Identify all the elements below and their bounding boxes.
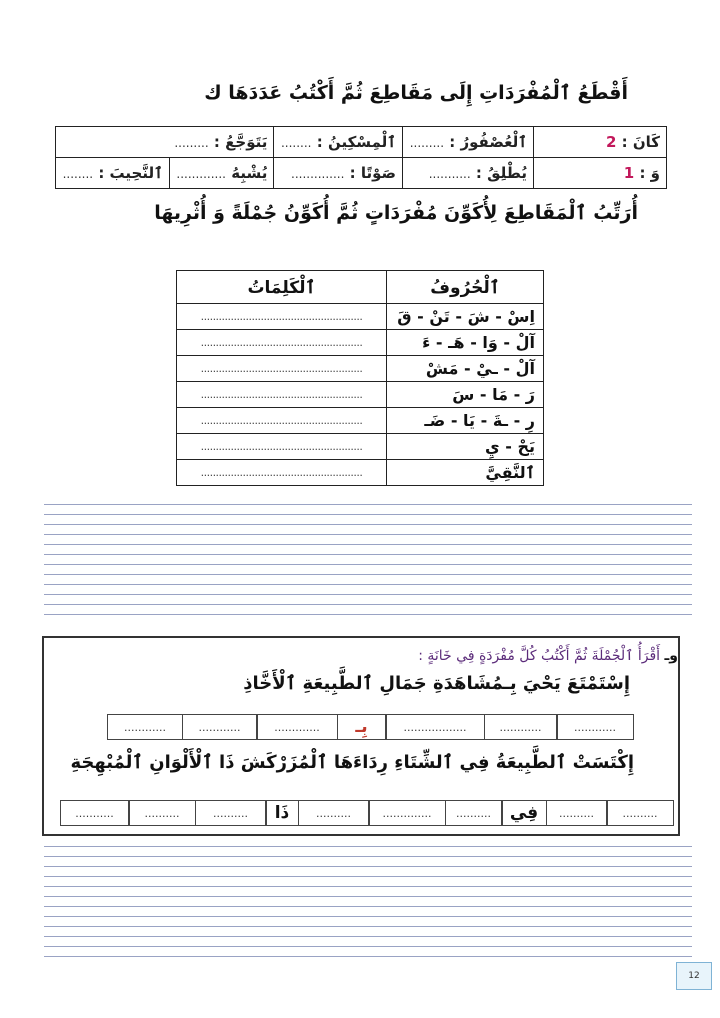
exercise3-title [418, 648, 678, 664]
word-cell[interactable]: .......... [445, 800, 503, 826]
letters-cell: رِ - ـةَ - يَا - ضَـ [387, 408, 544, 434]
sentence-1-cells [109, 714, 635, 740]
answer-blank[interactable]: ...................................................... [177, 330, 387, 356]
syllable-count-table [55, 126, 667, 189]
answer-blank[interactable]: ...................................................... [177, 382, 387, 408]
answer-blank[interactable]: ............. [176, 167, 226, 181]
table-row [177, 434, 544, 460]
answer-blank[interactable]: ......... [174, 136, 209, 150]
table-cell [403, 127, 534, 158]
word-cell[interactable]: ............ [182, 714, 258, 740]
sentence-2-cells [61, 800, 674, 826]
table-cell [169, 158, 273, 189]
word-cell[interactable]: .......... [606, 800, 674, 826]
table-row [177, 356, 544, 382]
word-cell[interactable]: .......... [128, 800, 196, 826]
table-row [56, 127, 667, 158]
word-cell[interactable]: ........... [60, 800, 130, 826]
answer-blank[interactable]: ...................................................... [177, 356, 387, 382]
word-cell[interactable]: .......... [195, 800, 267, 826]
answer-blank[interactable]: ........ [280, 136, 312, 150]
letters-cell: آلْ - ـيْ - مَشْ [387, 356, 544, 382]
table-row [177, 460, 544, 486]
word-cell[interactable]: فِي [501, 800, 547, 826]
word-cell[interactable]: ............ [556, 714, 634, 740]
word-label: يَتَوَجَّعُ : [213, 133, 268, 151]
word-label: ٱلْعُصْفُورُ : [449, 133, 527, 151]
letters-cell: رَ - مَا - سَ [387, 382, 544, 408]
answer-blank[interactable]: ........ [62, 167, 94, 181]
table-cell [274, 127, 403, 158]
word-cell[interactable]: .......... [298, 800, 370, 826]
column-header-words: ٱلْكَلِمَاتُ [177, 271, 387, 304]
word-label: وَ : [639, 164, 660, 182]
word-cell[interactable]: .......... [546, 800, 608, 826]
letters-cell: اِسْ - شَ - تَنْ - قَ [387, 304, 544, 330]
syllable-count[interactable]: 2 [605, 133, 617, 151]
word-cell[interactable]: .................. [385, 714, 485, 740]
word-label: كَانَ : [621, 133, 660, 151]
letters-cell: آلْ - وَا - هَـ - ءَ [387, 330, 544, 356]
exercise3-instruction: أَقْرَأُ ٱلْجُمْلَةَ ثُمَّ أَكْتُبُ كُلَّ مُفْرَدَةٍ فِي خَانَةٍ : [418, 648, 661, 664]
table-cell [274, 158, 403, 189]
answer-blank[interactable]: ...................................................... [177, 460, 387, 486]
table-row [177, 304, 544, 330]
word-cell[interactable]: ............. [256, 714, 338, 740]
sentence-2: إِكْتَسَتْ ٱلطَّبِيعَةُ فِي ٱلشِّتَاءِ رِدَاءَهَا ٱلْمُزَرْكَشَ ذَا ٱلْأَلْوَانِ ٱلْمُبْهِجَةِ [70, 752, 634, 773]
exercise3-marker: وـ [664, 648, 678, 664]
exercise1-title: أَقْطَعُ ٱلْمُفْرَدَاتِ إِلَى مَقَاطِعَ ثُمَّ أَكْتُبُ عَدَدَهَا ك [204, 82, 628, 104]
table-cell [534, 158, 667, 189]
column-header-letters: ٱلْحُرُوفُ [387, 271, 544, 304]
table-row [177, 330, 544, 356]
syllable-order-table [176, 270, 544, 486]
word-cell[interactable]: ............ [484, 714, 558, 740]
exercise2-title: أُرَتِّبُ ٱلْمَقَاطِعَ لِأُكَوِّنَ مُفْرَدَاتٍ ثُمَّ أُكَوِّنُ جُمْلَةً وَ أُثْرِيهَا [154, 202, 638, 224]
writing-lines-1[interactable] [44, 504, 692, 615]
sentence-1: إِسْتَمْتَعَ يَحْيَ بِـمُشَاهَدَةِ جَمَالِ ٱلطَّبِيعَةِ ٱلْأَخَّاذِ [243, 673, 630, 694]
table-cell [56, 127, 274, 158]
word-cell[interactable]: ذَا [265, 800, 299, 826]
answer-blank[interactable]: ...................................................... [177, 304, 387, 330]
word-label: يُطْلِقُ : [475, 164, 527, 182]
word-cell[interactable]: .............. [368, 800, 446, 826]
table-cell [534, 127, 667, 158]
table-row [56, 158, 667, 189]
writing-lines-2[interactable] [44, 846, 692, 957]
table-cell [56, 158, 170, 189]
table-row [177, 408, 544, 434]
letters-cell: يَحْ - يِ [387, 434, 544, 460]
table-header-row [177, 271, 544, 304]
word-label: ٱلْمِسْكِينُ : [316, 133, 397, 151]
answer-blank[interactable]: ........... [428, 167, 471, 181]
word-label: يُشْبِهُ [231, 164, 268, 182]
word-cell[interactable]: ............ [107, 714, 183, 740]
table-row [177, 382, 544, 408]
answer-blank[interactable]: ...................................................... [177, 434, 387, 460]
word-label: ٱلنَّحِيبَ : [98, 164, 163, 182]
page-number: 12 [676, 962, 712, 990]
word-label: صَوْتًا : [349, 164, 397, 182]
syllable-count[interactable]: 1 [623, 164, 635, 182]
answer-blank[interactable]: .............. [291, 167, 345, 181]
answer-blank[interactable]: ...................................................... [177, 408, 387, 434]
answer-blank[interactable]: ......... [409, 136, 445, 150]
table-cell [403, 158, 534, 189]
word-cell[interactable]: بِـ [337, 714, 387, 740]
letters-cell: ٱلنَّقِيَّ [387, 460, 544, 486]
